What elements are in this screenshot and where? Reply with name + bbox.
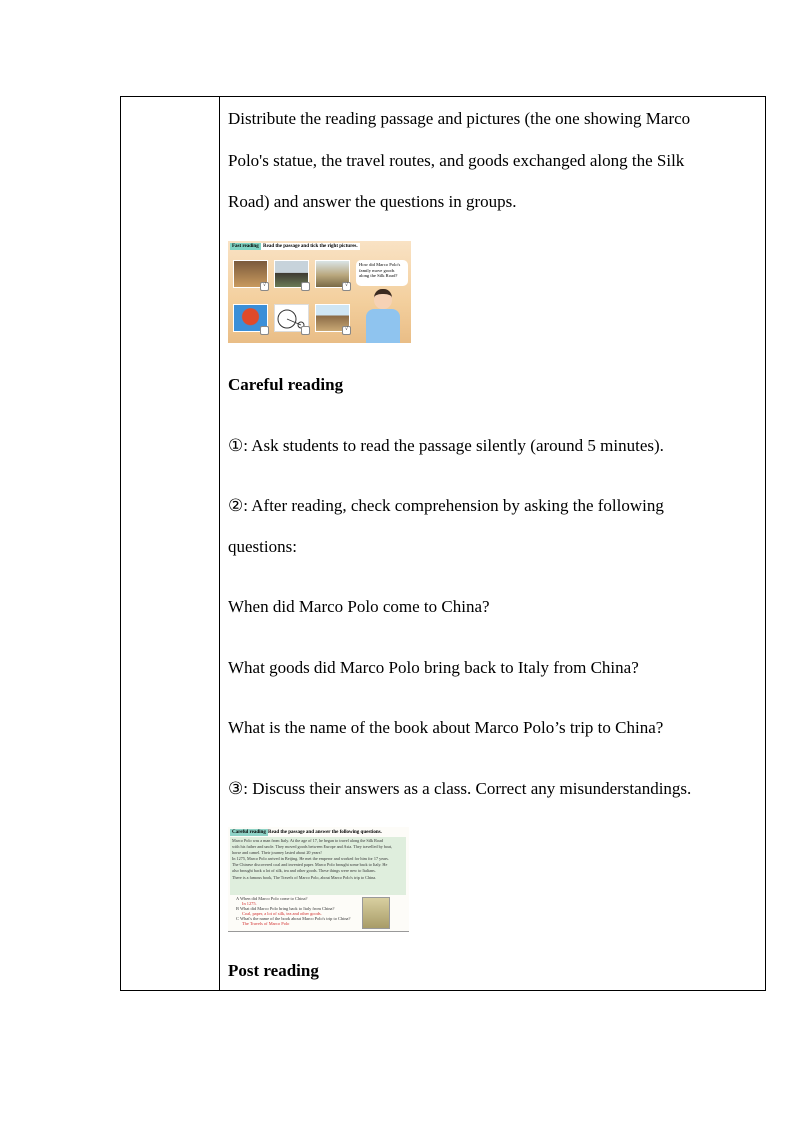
- check-box: √: [342, 326, 351, 335]
- check-box: √: [342, 282, 351, 291]
- marco-polo-statue-picture: [362, 897, 390, 929]
- check-box: [301, 282, 310, 291]
- fast-reading-figure: [228, 241, 411, 343]
- boy-head-illustration: [374, 289, 392, 309]
- post-reading-heading: Post reading: [228, 961, 319, 980]
- intro-line-2: Polo's statue, the travel routes, and goods exchanged along the Silk: [228, 151, 685, 170]
- answer-text: In 1275.: [242, 901, 257, 906]
- check-box: [260, 326, 269, 335]
- table-left-column: [121, 97, 220, 990]
- answer-text: Coal, paper, a lot of silk, tea and other goods.: [242, 911, 322, 916]
- speech-bubble: How did Marco Polo's family move goods along the Silk Road?: [356, 260, 408, 286]
- passage-line: The Chinese discovered coal and invented paper. Marco Polo brought some back to Italy. He: [232, 862, 388, 868]
- passage-line: Marco Polo was a man from Italy. At the age of 17, he began to travel along the Silk Road: [232, 838, 384, 843]
- step-2-line-2: questions:: [228, 537, 297, 556]
- lesson-table: [120, 96, 766, 991]
- table-right-column: [220, 97, 765, 990]
- figure-instruction: Read the passage and answer the following questions.: [268, 830, 382, 835]
- passage-line: also brought back a lot of silk, tea and other goods. These things were new to Italians.: [232, 868, 376, 874]
- passage-line: There is a famous book, The Travels of Marco Polo, about Marco Polo's trip to China.: [232, 874, 377, 880]
- passage-line: horse and camel. Their journey lasted about 20 years!: [232, 850, 322, 856]
- question-3: What is the name of the book about Marco Polo’s trip to China?: [228, 718, 664, 737]
- answer-question: C What's the name of the book about Marco Polo's trip to China?: [236, 916, 351, 921]
- figure-tag: Careful reading: [232, 830, 266, 835]
- step-2-line-1: ②: After reading, check comprehension by asking the following: [228, 496, 664, 515]
- step-1: ①: Ask students to read the passage silently (around 5 minutes).: [228, 436, 664, 455]
- figure-tag: Fast reading: [232, 244, 259, 249]
- question-1: When did Marco Polo come to China?: [228, 597, 490, 616]
- intro-line-3: Road) and answer the questions in groups.: [228, 192, 517, 211]
- careful-reading-heading: Careful reading: [228, 375, 344, 394]
- reading-passage: [230, 837, 406, 895]
- passage-line: with his father and uncle. They moved goods between Europe and Asia. They travelled by boat,: [232, 844, 393, 850]
- question-2: What goods did Marco Polo bring back to Italy from China?: [228, 658, 639, 677]
- figure-instruction: Read the passage and tick the right pictures.: [263, 244, 358, 249]
- step-3: ③: Discuss their answers as a class. Correct any misunderstandings.: [228, 779, 692, 798]
- check-box: [301, 326, 310, 335]
- answer-question: A When did Marco Polo come to China?: [236, 896, 308, 901]
- passage-line: In 1275, Marco Polo arrived in Beijing. He met the emperor and worked for him for 17 years.: [232, 856, 389, 862]
- answer-question: B What did Marco Polo bring back to Italy from China?: [236, 906, 335, 911]
- careful-reading-figure: [228, 827, 409, 932]
- check-box: √: [260, 282, 269, 291]
- boy-body-illustration: [366, 309, 400, 343]
- answer-text: The Travels of Marco Polo: [242, 921, 290, 926]
- intro-line-1: Distribute the reading passage and pictures (the one showing Marco: [228, 109, 691, 128]
